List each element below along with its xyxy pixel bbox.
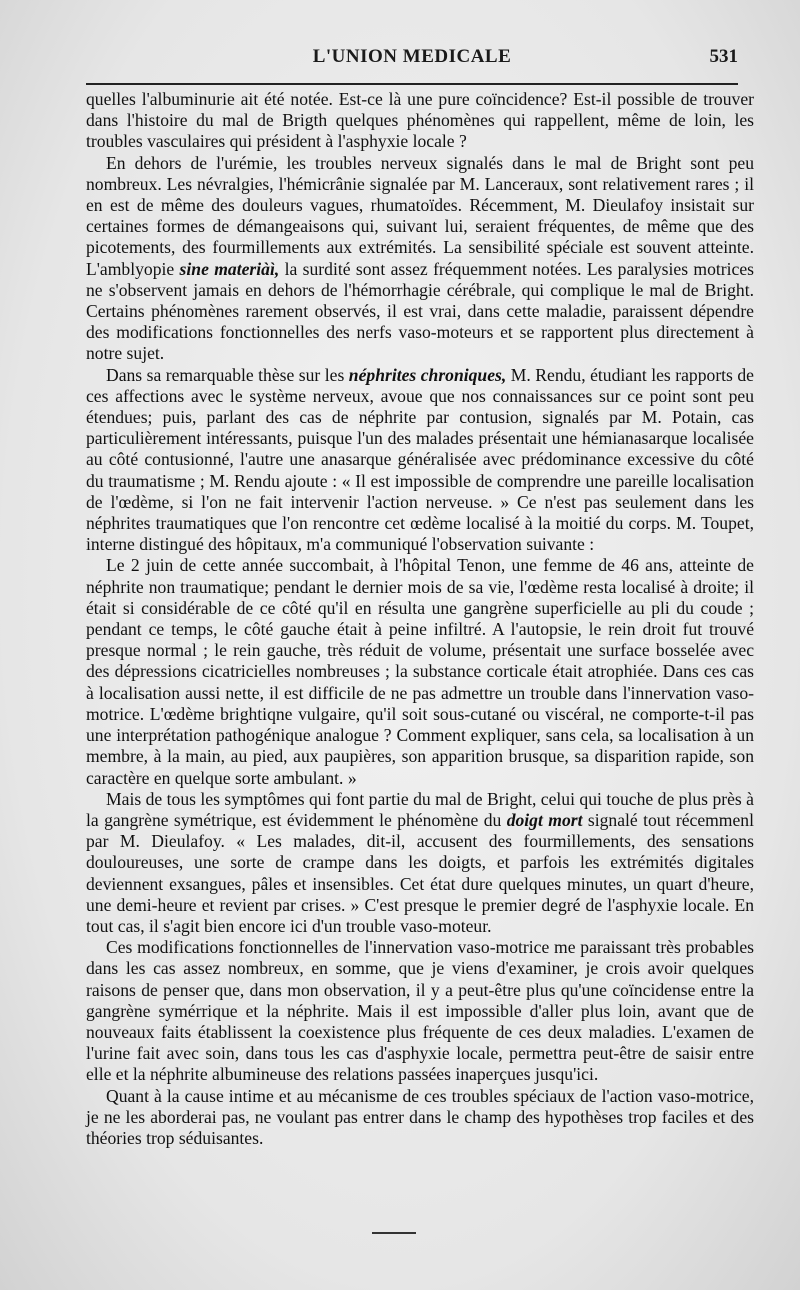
text-run: Le 2 juin de cette année succombait, à l'hôpital Tenon, une femme de 46 ans, atteinte de néphrite non traumatique; pendant le dernier mois de sa vie, l'œdème resta localisé à droite; il était si considérable de ce côté qu'il en résulta une gangrène superficielle au pli du coude ; pendant ce temps, le côté gauche était à peine infiltré. A l'autopsie, le rein droit fut trouvé presque normal ; le rein gauche, très réduit de volume, présentait une surface bosselée avec des dépressions cicatricielles nombreuses ; la substance corticale était atrophiée. Dans ces cas à localisation aussi nette, il est difficile de ne pas admettre un trouble dans l'innervation vaso-motrice. L'œdème brightiqne vulgaire, qu'il soit sous-cutané ou viscéral, ne comporte-t-il pas une interprétation pathogénique analogue ? Comment expliquer, sans cela, sa localisation à un membre, à la main, au pied, aux paupières, son apparition brusque, sa disparition rapide, son caractère en quelque sorte ambulant. »	[86, 555, 754, 788]
paragraph-7	[86, 1086, 754, 1150]
paragraph-4	[86, 555, 754, 788]
running-title: L'UNION MEDICALE	[312, 46, 512, 67]
paragraph-5	[86, 789, 754, 937]
running-header	[86, 46, 738, 78]
text-run: quelles l'albuminurie ait été notée. Est-ce là une pure coïncidence? Est-il possible de trouver dans l'histoire du mal de Brigth quelques phénomènes qui rappellent, même de loin, les troubles vasculaires qui président à l'asphyxie locale ?	[86, 89, 754, 152]
paragraph-2	[86, 153, 754, 365]
italic-term: sine materiàì,	[179, 258, 280, 279]
header-rule	[86, 83, 738, 85]
text-run: Ces modifications fonctionnelles de l'innervation vaso-motrice me paraissant très probables dans les cas assez nombreux, en somme, que je viens d'examiner, je crois avoir quelques raisons de penser que, dans mon observation, il y a peut-être plus qu'une coïncidense entre la gangrène symérrique et la néphrite. Mais il est impossible d'aller plus loin, avant que de nouveaux faits établissent la coexistence plus fréquente de ces deux maladies. L'examen de l'urine fait avec soin, dans tous les cas d'asphyxie locale, permettra peut-être de saisir entre elle et la néphrite albumineuse des relations passées inaperçues jusqu'ici.	[86, 937, 754, 1085]
italic-term: doigt mort	[506, 809, 583, 830]
paragraph-3	[86, 365, 754, 556]
text-run: Mais de tous les symptômes qui font partie du mal de Bright, celui qui touche de plus près à la gangrène symétrique, est évidemment le phénomène du	[86, 788, 754, 830]
text-run: signalé tout récemmenl par M. Dieulafoy. « Les malades, dit-il, accusent des fourmillements, des sensations douloureuses, une sorte de crampe dans les doigts, et parfois les extrémités digitales deviennent exsangues, pâles et insensibles. Cet état dure quelques minutes, un quart d'heure, une demi-heure et revient par crises. » C'est presque le premier degré de l'asphyxie locale. En tout cas, il s'agit bien encore ici d'un trouble vaso-moteur.	[86, 809, 754, 936]
body-text	[86, 89, 754, 1149]
footer-rule	[372, 1232, 416, 1234]
page-number: 531	[709, 46, 738, 67]
text-run: Quant à la cause intime et au mécanisme de ces troubles spéciaux de l'action vaso-motrice, je ne les aborderai pas, ne voulant pas entrer dans le champ des hypothèses trop faciles et des théories trop séduisantes.	[86, 1085, 754, 1148]
paragraph-1	[86, 89, 754, 153]
paragraph-6	[86, 937, 754, 1085]
text-run: M. Rendu, étudiant les rapports de ces affections avec le système nerveux, avoue que nos connaissances sur ce point sont peu étendues; puis, parlant des cas de néphrite par contusion, signalés par M. Potain, cas particulièrement intéressants, puisque l'un des malades présentait une hémianasarque localisée au côté contusionné, l'autre une anasarque généralisée avec prédominance excessive du côté du traumatisme ; M. Rendu ajoute : « Il est impossible de comprendre une pareille localisation de l'œdème, si l'on ne fait intervenir l'action nerveuse. » Ce n'est pas seulement dans les néphrites traumatiques que l'on rencontre cet œdème localisé à la moitié du corps. M. Toupet, interne distingué des hôpitaux, m'a communiqué l'observation suivante :	[86, 364, 754, 555]
text-run: la surdité sont assez fréquemment notées. Les paralysies motrices ne s'observent jamais en dehors de l'hémorrhagie cérébrale, qui complique le mal de Bright. Certains phénomènes rarement observés, il est vrai, dans cette maladie, paraissent dépendre des modifications fonctionnelles des nerfs vaso-moteurs et se rapportent plus directement à notre sujet.	[86, 258, 754, 364]
italic-term: néphrites chroniques,	[348, 364, 507, 385]
text-run: En dehors de l'urémie, les troubles nerveux signalés dans le mal de Bright sont peu nombreux. Les névralgies, l'hémicrânie signalée par M. Lanceraux, sont relativement rares ; il en est de même des douleurs vagues, rhumatoïdes. Récemment, M. Dieulafoy insistait sur certaines formes de démangeaisons qui, suivant lui, seraient fréquentes, de même que des picotements, des fourmillements aux extrémités. La sensibilité spéciale est souvent atteinte. L'amblyopie	[86, 152, 754, 279]
text-run: Dans sa remarquable thèse sur les	[106, 364, 349, 385]
